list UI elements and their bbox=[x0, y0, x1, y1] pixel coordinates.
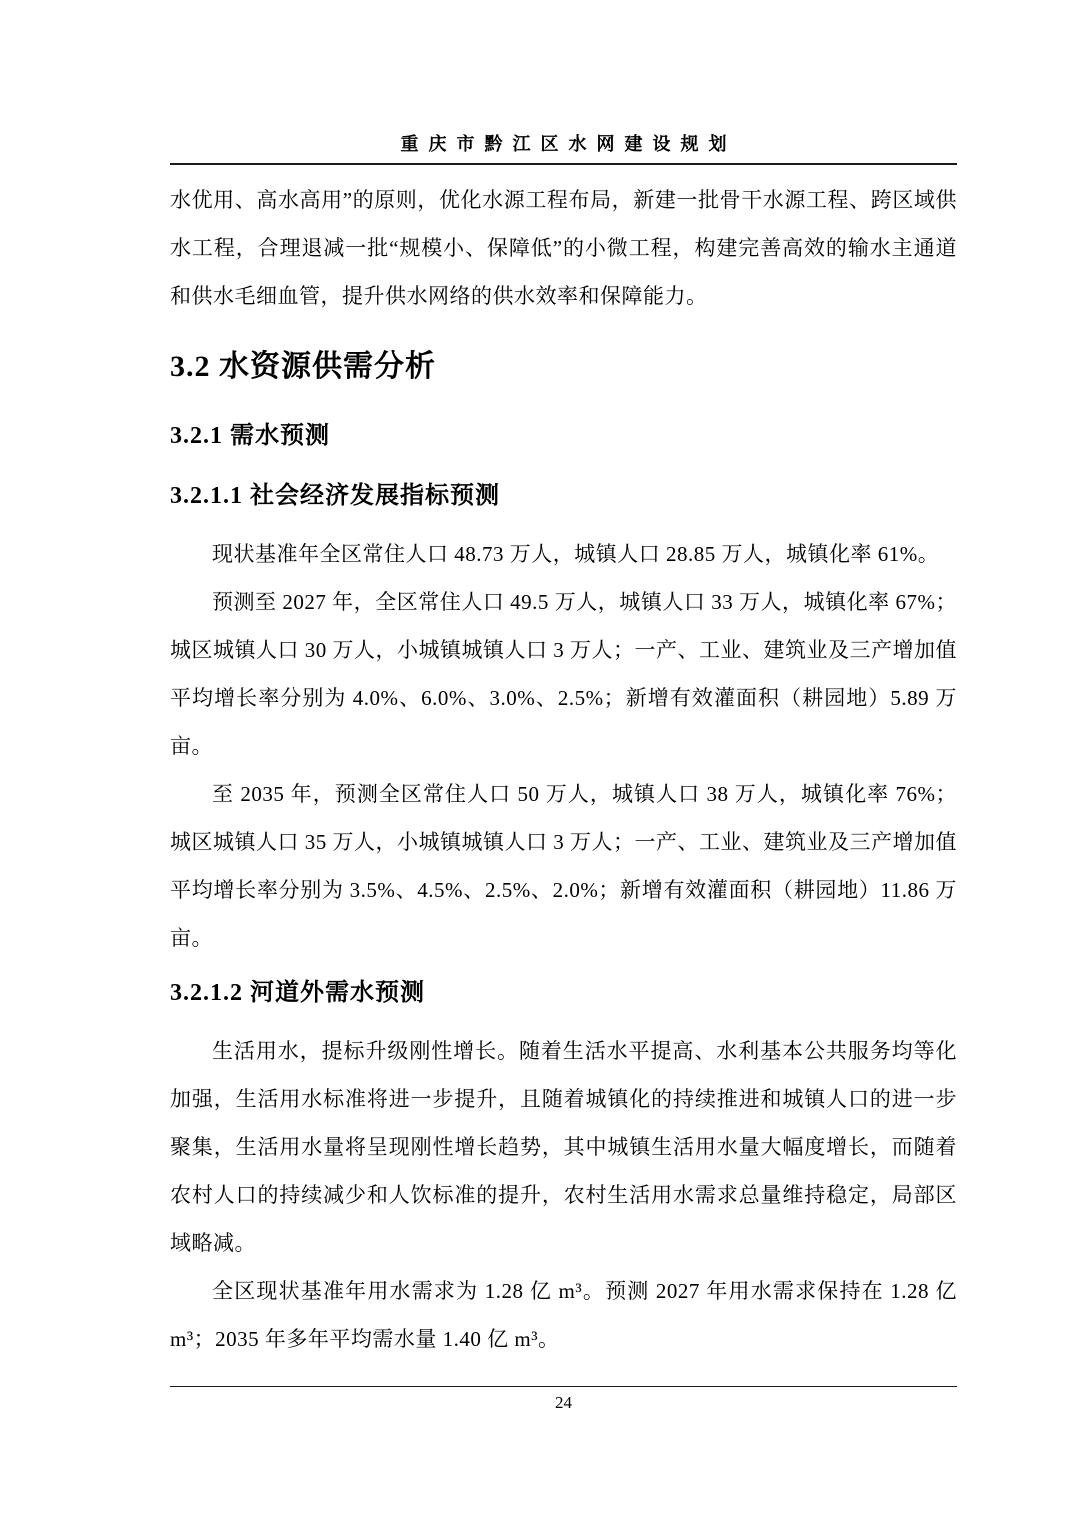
paragraph-2035-forecast: 至 2035 年，预测全区常住人口 50 万人，城镇人口 38 万人，城镇化率 76%；城区城镇人口 35 万人，小城镇城镇人口 3 万人；一产、工业、建筑业及三产增加值平均增长率分别为 3.5%、4.5%、2.5%、2.0%；新增有效灌面积（耕园地）11.86 万亩。 bbox=[170, 782, 957, 950]
header-rule bbox=[170, 163, 957, 165]
paragraph-baseline-population: 现状基准年全区常住人口 48.73 万人，城镇人口 28.85 万人，城镇化率 61%。 bbox=[212, 542, 940, 566]
heading-3-2-1: 3.2.1 需水预测 bbox=[170, 423, 330, 449]
heading-3-2-1-2: 3.2.1.2 河道外需水预测 bbox=[170, 980, 425, 1006]
heading-3-2-1-1: 3.2.1.1 社会经济发展指标预测 bbox=[170, 483, 500, 509]
footer-rule bbox=[170, 1386, 957, 1387]
paragraph-2027-forecast: 预测至 2027 年，全区常住人口 49.5 万人，城镇人口 33 万人，城镇化率 67%；城区城镇人口 30 万人，小城镇城镇人口 3 万人；一产、工业、建筑业及三产增加值平均增长率分别为 4.0%、6.0%、3.0%、2.5%；新增有效灌面积（耕园地）5.89 万亩。 bbox=[170, 590, 957, 758]
page-header bbox=[170, 132, 957, 165]
page-number: 24 bbox=[555, 1393, 572, 1412]
paragraph-total-water-demand: 全区现状基准年用水需求为 1.28 亿 m³。预测 2027 年用水需求保持在 1.28 亿 m³；2035 年多年平均需水量 1.40 亿 m³。 bbox=[170, 1279, 957, 1351]
heading-3-2: 3.2 水资源供需分析 bbox=[170, 350, 436, 383]
page-footer bbox=[170, 1386, 957, 1414]
paragraph-domestic-water-growth: 生活用水，提标升级刚性增长。随着生活水平提高、水利基本公共服务均等化加强，生活用水标准将进一步提升，且随着城镇化的持续推进和城镇人口的进一步聚集，生活用水量将呈现刚性增长趋势，其中城镇生活用水量大幅度增长，而随着农村人口的持续减少和人饮标准的提升，农村生活用水需求总量维持稳定，局部区域略减。 bbox=[170, 1039, 957, 1255]
document-body bbox=[170, 176, 957, 1363]
document-title: 重庆市黔江区水网建设规划 bbox=[400, 134, 737, 154]
paragraph-intro-continuation: 水优用、高水高用”的原则，优化水源工程布局，新建一批骨干水源工程、跨区域供水工程，合理退减一批“规模小、保障低”的小微工程，构建完善高效的输水主通道和供水毛细血管，提升供水网络的供水效率和保障能力。 bbox=[170, 188, 957, 308]
